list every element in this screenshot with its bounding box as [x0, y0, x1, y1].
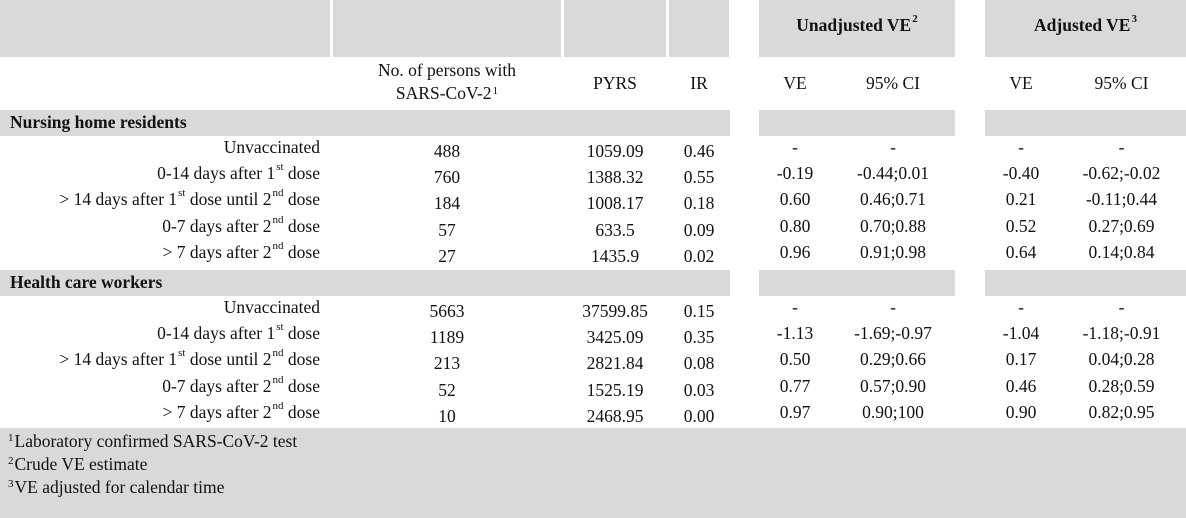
label-superscript: nd — [272, 213, 284, 226]
label-text: > 7 days after 2 — [162, 401, 272, 422]
footnote-item — [8, 453, 147, 476]
cell-pyrs: 2821.84 — [586, 353, 644, 374]
row-label — [0, 297, 320, 318]
row-label — [0, 189, 320, 210]
cell-ve-a: - — [1018, 297, 1024, 317]
footnote-marker: 1 — [8, 432, 14, 444]
cell-ve-u: - — [792, 297, 798, 317]
cell-ve-u: 0.80 — [779, 215, 811, 236]
cell-ci-a: -0.11;0.44 — [1085, 189, 1158, 210]
cell-ve-a: 0.21 — [1005, 189, 1037, 210]
cell-ir: 0.35 — [683, 327, 715, 348]
cell-ci-a: 0.14;0.84 — [1088, 241, 1155, 262]
cell-pyrs: 633.5 — [595, 219, 635, 240]
cell-ir: 0.03 — [683, 379, 715, 400]
cell-pyrs: 1435.9 — [590, 245, 640, 266]
label-text: > 7 days after 2 — [162, 241, 272, 262]
label-text: dose until 2 — [185, 349, 272, 370]
cell-ir: 0.09 — [683, 219, 715, 240]
row-label — [0, 349, 320, 370]
cell-ve-a: 0.90 — [1005, 401, 1037, 422]
section-band — [985, 270, 1186, 296]
label-text: > 14 days after 1 — [59, 189, 178, 210]
cell-ir: 0.08 — [683, 353, 715, 374]
cell-ve-u: 0.50 — [779, 349, 811, 370]
group-unadjusted-sup: 2 — [912, 13, 918, 25]
cell-pyrs: 2468.95 — [586, 405, 644, 426]
cell-ci-a: 0.28;0.59 — [1088, 375, 1155, 396]
label-text: dose — [283, 215, 320, 236]
cell-ci-a: 0.27;0.69 — [1088, 215, 1155, 236]
cell-pyrs: 1008.17 — [586, 193, 644, 214]
cell-ci-u: 0.70;0.88 — [859, 215, 927, 236]
label-text: dose — [283, 375, 320, 396]
label-superscript: nd — [272, 239, 284, 252]
footnote-marker: 3 — [8, 478, 14, 490]
label-text: Unvaccinated — [223, 137, 320, 157]
label-text: 0-7 days after 2 — [162, 215, 272, 236]
cell-ci-u: 0.57;0.90 — [859, 375, 927, 396]
cell-persons: 184 — [433, 193, 461, 214]
cell-ci-u: 0.46;0.71 — [859, 189, 927, 210]
cell-ir: 0.55 — [683, 167, 715, 188]
footnote-text: Laboratory confirmed SARS-CoV-2 test — [14, 431, 298, 451]
section-title: Health care workers — [10, 272, 163, 292]
group-header-unadjusted — [759, 15, 955, 36]
cell-persons: 27 — [438, 245, 456, 266]
cell-ve-u: -0.19 — [776, 163, 814, 184]
cell-pyrs: 1059.09 — [586, 141, 644, 161]
cell-ir: 0.15 — [683, 301, 715, 321]
label-superscript: nd — [272, 373, 284, 386]
cell-ve-u: -1.13 — [776, 323, 814, 344]
footnote-item — [8, 430, 297, 453]
cell-pyrs: 3425.09 — [586, 327, 644, 348]
row-label — [0, 239, 320, 263]
label-superscript: st — [276, 161, 284, 174]
section-band — [759, 270, 955, 296]
col-persons-line2: SARS-CoV-2 — [395, 83, 492, 103]
cell-ve-a: 0.46 — [1005, 375, 1037, 396]
label-text: dose — [283, 163, 320, 184]
label-text: dose until 2 — [185, 189, 272, 210]
col-header-persons — [333, 59, 561, 105]
label-superscript: nd — [272, 399, 284, 412]
footnote-text: VE adjusted for calendar time — [14, 477, 225, 497]
footnote-text: Crude VE estimate — [14, 454, 148, 474]
cell-pyrs: 1388.32 — [586, 167, 644, 188]
cell-persons: 10 — [438, 405, 456, 426]
label-superscript: st — [178, 187, 186, 200]
label-superscript: nd — [272, 187, 284, 200]
label-superscript: st — [276, 321, 284, 334]
cell-ci-a: 0.82;0.95 — [1088, 401, 1155, 422]
group-adjusted-sup: 3 — [1131, 13, 1137, 25]
label-superscript: nd — [272, 347, 284, 360]
cell-ci-u: -1.69;-0.97 — [854, 323, 932, 344]
cell-ci-u: - — [890, 137, 896, 157]
cell-persons: 213 — [433, 353, 461, 374]
label-text: > 14 days after 1 — [59, 349, 178, 370]
cell-ci-a: - — [1118, 297, 1125, 317]
footnote-item — [8, 476, 224, 499]
row-label — [0, 213, 320, 237]
col-header-ve-unadjusted: VE — [783, 73, 807, 93]
col-persons-line1: No. of persons with — [377, 60, 517, 80]
col-header-ci-unadjusted: 95% CI — [866, 73, 920, 93]
cell-persons: 5663 — [429, 301, 465, 321]
cell-ci-a: -0.62;-0.02 — [1082, 163, 1161, 184]
section-band — [985, 110, 1186, 136]
label-text: 0-14 days after 1 — [157, 163, 276, 184]
cell-ve-u: 0.96 — [779, 241, 811, 262]
cell-ci-a: 0.04;0.28 — [1088, 349, 1155, 370]
label-text: dose — [283, 189, 320, 210]
row-label — [0, 137, 320, 158]
row-label — [0, 373, 320, 397]
col-header-pyrs: PYRS — [593, 73, 637, 93]
row-label — [0, 163, 320, 184]
group-unadjusted-label: Unadjusted VE — [796, 15, 912, 35]
group-adjusted-label: Adjusted VE — [1034, 15, 1131, 35]
cell-ci-a: -1.18;-0.91 — [1082, 323, 1161, 344]
label-text: dose — [283, 323, 320, 344]
cell-ci-u: 0.91;0.98 — [859, 241, 927, 262]
footnote-marker: 2 — [8, 455, 14, 467]
label-text: dose — [283, 401, 320, 422]
section-band — [759, 110, 955, 136]
cell-ve-a: 0.64 — [1005, 241, 1037, 262]
cell-ci-a: - — [1118, 137, 1125, 157]
cell-ir: 0.02 — [683, 245, 715, 266]
label-text: 0-7 days after 2 — [162, 375, 272, 396]
cell-persons: 1189 — [429, 327, 465, 348]
cell-persons: 488 — [433, 141, 461, 161]
cell-ve-a: - — [1018, 137, 1024, 157]
col-header-ve-adjusted: VE — [1009, 73, 1033, 93]
cell-pyrs: 37599.85 — [582, 301, 648, 321]
cell-persons: 57 — [438, 219, 456, 240]
cell-ir: 0.00 — [683, 405, 715, 426]
cell-ci-u: 0.29;0.66 — [859, 349, 927, 370]
cell-ve-u: 0.97 — [779, 401, 811, 422]
cell-ve-a: 0.17 — [1005, 349, 1037, 370]
row-label — [0, 323, 320, 344]
cell-ve-a: -1.04 — [1002, 323, 1040, 344]
label-text: Unvaccinated — [223, 297, 320, 317]
cell-ci-u: - — [890, 297, 896, 317]
group-header-adjusted — [985, 15, 1186, 36]
cell-pyrs: 1525.19 — [586, 379, 644, 400]
cell-persons: 760 — [433, 167, 461, 188]
col-header-ir: IR — [690, 73, 708, 93]
cell-ve-u: - — [792, 137, 798, 157]
cell-ve-u: 0.77 — [779, 375, 811, 396]
col-header-ci-adjusted: 95% CI — [1094, 73, 1149, 93]
cell-ci-u: -0.44;0.01 — [857, 163, 929, 184]
section-title: Nursing home residents — [10, 112, 187, 132]
label-text: dose — [283, 241, 320, 262]
cell-ve-a: 0.52 — [1005, 215, 1037, 236]
col-persons-sup: 1 — [492, 85, 499, 97]
cell-persons: 52 — [438, 379, 456, 400]
cell-ci-u: 0.90;100 — [862, 401, 924, 422]
row-label — [0, 399, 320, 423]
cell-ir: 0.46 — [683, 141, 715, 161]
label-text: dose — [283, 349, 320, 370]
cell-ve-a: -0.40 — [1002, 163, 1040, 184]
cell-ir: 0.18 — [683, 193, 715, 214]
cell-ve-u: 0.60 — [779, 189, 811, 210]
label-superscript: st — [178, 347, 186, 360]
label-text: 0-14 days after 1 — [157, 323, 276, 344]
